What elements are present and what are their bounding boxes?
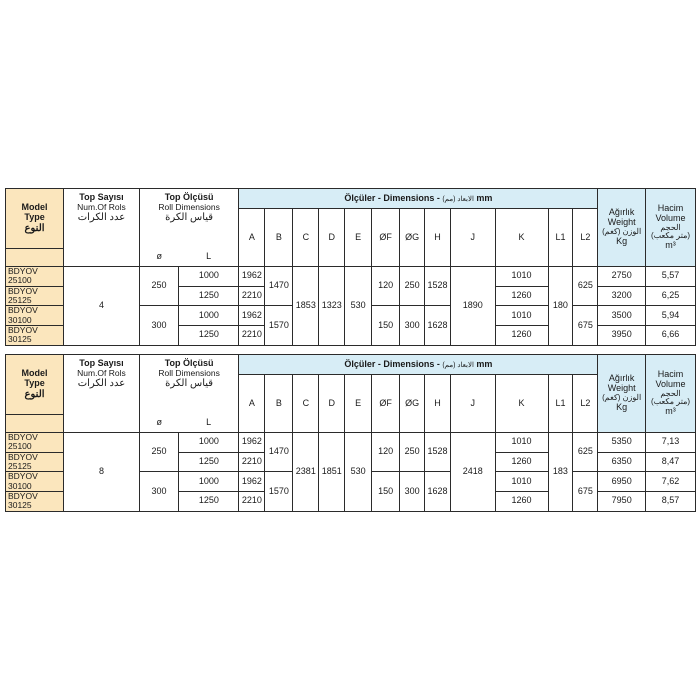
col-f: ØF: [372, 209, 400, 267]
model-type-header: [6, 189, 64, 249]
col-l2: L2: [573, 375, 598, 433]
length-symbol: L: [179, 415, 239, 433]
table-row: BDYOV 30100 300 1000 1962 1570 150 300 1628 1010 675 6950 7,62: [6, 472, 696, 492]
num-rolls-header: Top Sayısı Num.Of Rols عدد الكرات: [64, 189, 140, 267]
col-e: E: [345, 375, 372, 433]
model-label: Model: [21, 368, 48, 379]
roll-dimensions-header: Top Ölçüsü Roll Dimensions قياس الكرة: [139, 355, 239, 415]
weight-header: Ağırlık Weight الوزن (كغم) Kg: [598, 355, 646, 433]
col-k: K: [495, 375, 548, 433]
col-c: C: [293, 209, 319, 267]
col-h: H: [425, 375, 451, 433]
length-symbol: L: [179, 249, 239, 267]
roll-dimensions-header: Top Ölçüsü Roll Dimensions قياس الكرة: [139, 189, 239, 249]
volume-header: Hacim Volume الحجم (متر مكعب) m³: [646, 189, 696, 267]
type-label: Type: [24, 212, 45, 222]
col-e: E: [345, 209, 372, 267]
col-f: ØF: [372, 375, 400, 433]
table-row: BDYOV 30125 1250 2210 1260 7950 8,57: [6, 492, 696, 512]
dimensions-header: Ölçüler - Dimensions - الابعاد (مم) mm: [239, 189, 598, 209]
table-row: BDYOV 25100 8 250 1000 1962 1470 2381 1851 530 120 250 1528 2418 1010 183 625 5350 7,13: [6, 433, 696, 453]
table-row: BDYOV 25125 1250 2210 1260 3200 6,25: [6, 286, 696, 306]
type-label-ar: النوع: [24, 388, 45, 400]
diameter-symbol: ø: [139, 249, 178, 267]
model-type-header: [6, 355, 64, 415]
col-c: C: [293, 375, 319, 433]
col-a: A: [239, 375, 265, 433]
col-l2: L2: [573, 209, 598, 267]
type-label: Type: [24, 378, 45, 388]
num-rolls-header: Top Sayısı Num.Of Rols عدد الكرات: [64, 355, 140, 433]
volume-header: Hacim Volume الحجم (متر مكعب) m³: [646, 355, 696, 433]
col-b: B: [265, 375, 293, 433]
table-row: BDYOV 30125 1250 2210 1260 3950 6,66: [6, 326, 696, 346]
col-d: D: [319, 209, 345, 267]
col-d: D: [319, 375, 345, 433]
spec-table-4-rolls: [5, 188, 696, 346]
model-spacer: [6, 415, 64, 433]
model-spacer: [6, 249, 64, 267]
col-h: H: [425, 209, 451, 267]
table-row: BDYOV 25125 1250 2210 1260 6350 8,47: [6, 452, 696, 472]
type-label-ar: النوع: [24, 222, 45, 234]
weight-header: Ağırlık Weight الوزن (كغم) Kg: [598, 189, 646, 267]
col-g: ØG: [400, 375, 425, 433]
col-j: J: [450, 209, 495, 267]
table-row: BDYOV 30100 300 1000 1962 1570 150 300 1628 1010 675 3500 5,94: [6, 306, 696, 326]
col-a: A: [239, 209, 265, 267]
col-k: K: [495, 209, 548, 267]
spec-table-8-rolls: [5, 354, 696, 512]
col-g: ØG: [400, 209, 425, 267]
col-b: B: [265, 209, 293, 267]
col-l1: L1: [548, 209, 573, 267]
model-label: Model: [21, 202, 48, 213]
col-l1: L1: [548, 375, 573, 433]
diameter-symbol: ø: [139, 415, 178, 433]
dimensions-header: Ölçüler - Dimensions - الابعاد (مم) mm: [239, 355, 598, 375]
table-row: BDYOV 25100 4 250 1000 1962 1470 1853 1323 530 120 250 1528 1890 1010 180 625 2750 5,57: [6, 267, 696, 287]
col-j: J: [450, 375, 495, 433]
